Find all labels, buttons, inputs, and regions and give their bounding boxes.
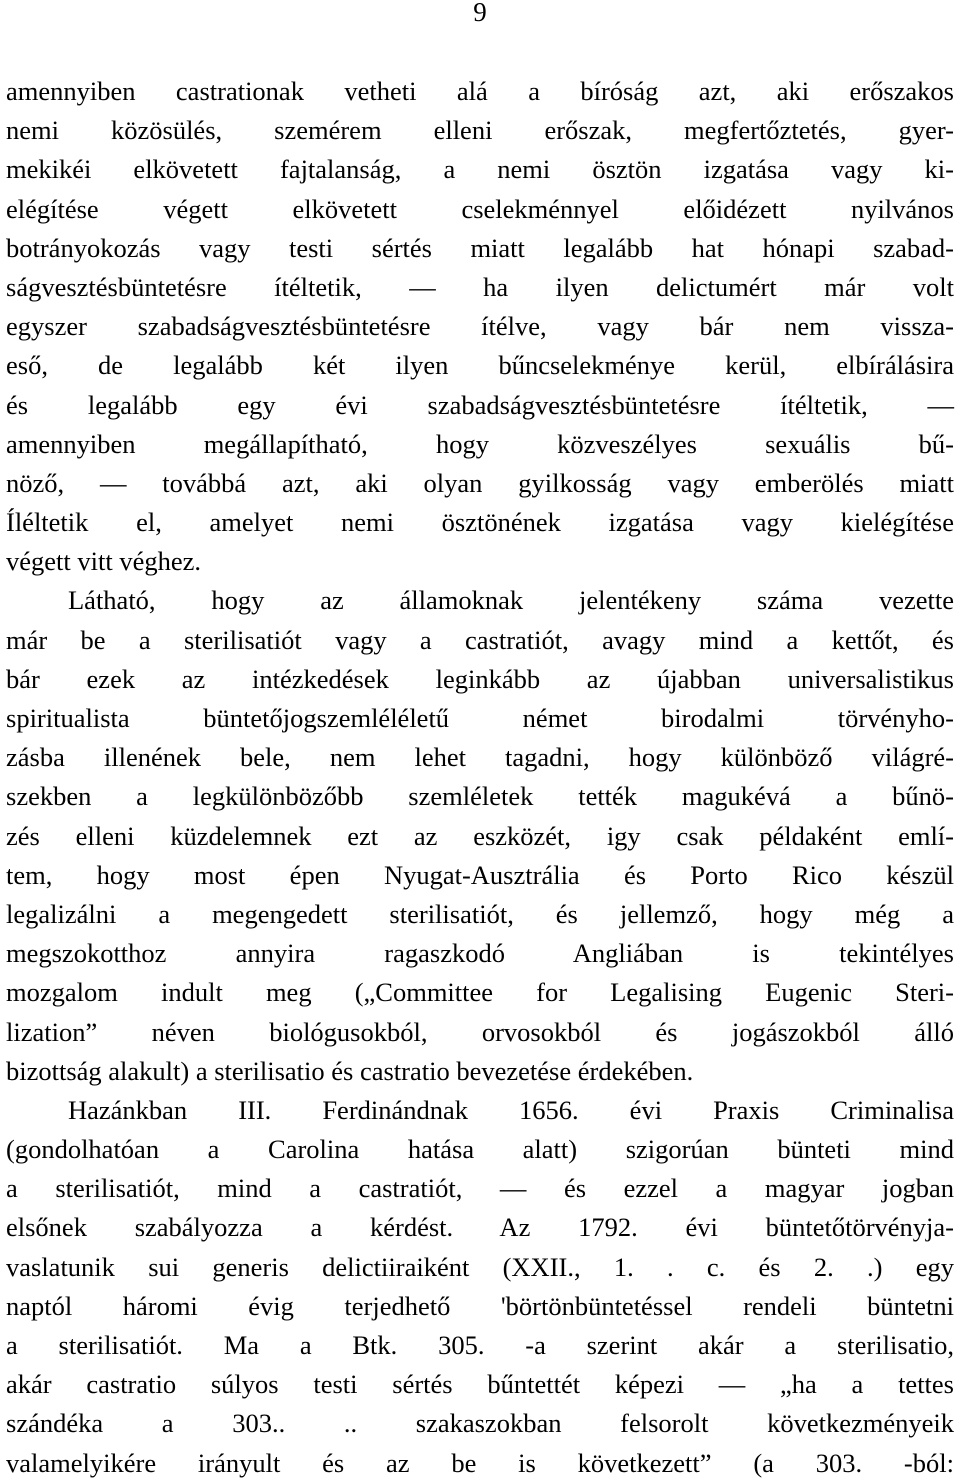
text-line: Íléltetik el, amelyet nemi ösztönének izgatása vagy kielégítése [6,507,954,538]
text-line: elsőnek szabályozza a kérdést. Az 1792. évi büntetőtörvényja- [6,1212,954,1243]
text-line: tem, hogy most épen Nyugat-Ausztrália és Porto Rico készül [6,859,954,890]
text-line: zásba illenének bele, nem lehet tagadni, hogy különböző világré- [6,742,954,773]
text-line: akár castratio súlyos testi sértés bűntettét képezi — „ha a tettes [6,1369,954,1400]
text-line: szándéka a 303.. .. szakaszokban felsorolt következményeik [6,1408,954,1439]
text-line: a sterilisatiót. Ma a Btk. 305. -a szerint akár a sterilisatio, [6,1330,954,1360]
text-line: naptól háromi évig terjedhető 'börtönbüntetéssel rendeli büntetni [6,1290,954,1321]
body-text [6,72,954,1483]
text-line: bizottság alakult) a sterilisatio és castratio bevezetése érdekében. [6,1055,694,1086]
text-line: Látható, hogy az államoknak jelentékeny száma vezette [68,585,954,616]
text-line: nöző, — továbbá azt, aki olyan gyilkosság vagy emberölés miatt [6,467,954,498]
text-line: vaslatunik sui generis delictiiraiként (XXII., 1. . c. és 2. .) egy [6,1251,954,1282]
text-line: mekikéi elkövetett fajtalanság, a nemi ösztön izgatása vagy ki- [6,154,954,185]
text-line: lization” néven biológusokból, orvosokból és jogászokból álló [6,1016,954,1047]
text-line: valamelyikére irányult és az be is következett” (a 303. -ból: [6,1447,954,1478]
text-line: végett vitt véghez. [6,546,201,577]
text-line: egyszer szabadságvesztésbüntetésre ítélve, vagy bár nem vissza- [6,311,954,342]
text-line: a sterilisatiót, mind a castratiót, — és ezzel a magyar jogban [6,1173,954,1204]
text-line: és legalább egy évi szabadságvesztésbüntetésre ítéltetik, — [6,389,954,420]
text-line: mozgalom indult meg („Committee for Legalising Eugenic Steri- [6,977,954,1008]
text-line: nemi közösülés, szemérem elleni erőszak, megfertőztetés, gyer- [6,115,954,146]
text-line: amennyiben megállapítható, hogy közveszélyes sexuális bű- [6,428,954,459]
text-line: (gondolhatóan a Carolina hatása alatt) szigorúan bünteti mind [6,1134,954,1165]
text-line: amennyiben castrationak vetheti alá a bíróság azt, aki erőszakos [6,76,954,106]
text-line: spiritualista büntetőjogszemléléletű német birodalmi törvényho- [6,703,954,733]
text-line: ságvesztésbüntetésre ítéltetik, — ha ilyen delictumért már volt [6,271,954,302]
text-line: szekben a legkülönbözőbb szemléletek tették magukévá a bűnö- [6,781,954,812]
text-line: zés elleni küzdelemnek ezt az eszközét, igy csak példaként emlí- [6,820,954,851]
text-line: legalizálni a megengedett sterilisatiót, és jellemző, hogy még a [6,898,954,929]
text-line: botrányokozás vagy testi sértés miatt legalább hat hónapi szabad- [6,232,954,263]
page-number: 9 [473,0,487,27]
text-line: elégítése végett elkövetett cselekménnyel előidézett nyilvános [6,193,954,224]
text-line: megszokotthoz annyira ragaszkodó Angliában is tekintélyes [6,938,954,969]
text-line: már be a sterilisatiót vagy a castratiót, avagy mind a kettőt, és [6,624,954,655]
text-line: eső, de legalább két ilyen bűncselekménye kerül, elbírálásira [6,350,954,381]
text-line: bár ezek az intézkedések leginkább az újabban universalistikus [6,663,954,694]
text-line: Hazánkban III. Ferdinándnak 1656. évi Praxis Criminalisa [68,1094,954,1125]
